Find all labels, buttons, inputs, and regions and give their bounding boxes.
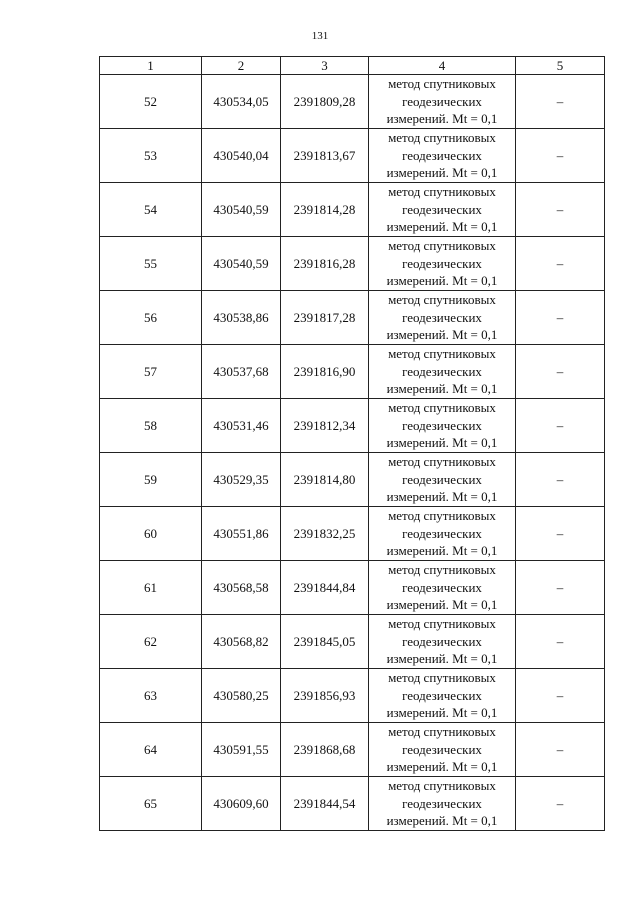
point-number-cell: 59 <box>100 453 202 507</box>
method-text-line: измерений. Mt = 0,1 <box>386 597 498 613</box>
coordinate-y-cell: 2391832,25 <box>281 507 369 561</box>
coordinate-y-cell: 2391868,68 <box>281 723 369 777</box>
note-cell: – <box>516 291 605 345</box>
coordinate-x-cell: 430540,59 <box>202 183 281 237</box>
method-cell <box>369 615 516 669</box>
method-text-line: геодезических <box>402 525 482 541</box>
table-row <box>100 129 605 183</box>
method-cell <box>369 453 516 507</box>
coordinate-y-cell: 2391816,90 <box>281 345 369 399</box>
point-number-cell: 63 <box>100 669 202 723</box>
method-text-line: геодезических <box>402 309 482 325</box>
column-header-5: 5 <box>516 57 605 75</box>
method-text-line: метод спутниковых <box>388 562 496 578</box>
coordinate-y-cell: 2391809,28 <box>281 75 369 129</box>
coordinate-y-cell: 2391814,28 <box>281 183 369 237</box>
point-number-cell: 62 <box>100 615 202 669</box>
method-text-line: метод спутниковых <box>388 130 496 146</box>
note-cell: – <box>516 237 605 291</box>
method-text-line: измерений. Mt = 0,1 <box>386 435 498 451</box>
point-number-cell: 55 <box>100 237 202 291</box>
coordinate-x-cell: 430534,05 <box>202 75 281 129</box>
note-cell: – <box>516 561 605 615</box>
coordinate-x-cell: 430551,86 <box>202 507 281 561</box>
table-row <box>100 561 605 615</box>
method-text-line: геодезических <box>402 147 482 163</box>
point-number-cell: 60 <box>100 507 202 561</box>
note-cell: – <box>516 75 605 129</box>
point-number-cell: 65 <box>100 777 202 831</box>
point-number-cell: 58 <box>100 399 202 453</box>
method-text-line: измерений. Mt = 0,1 <box>386 381 498 397</box>
point-number-cell: 57 <box>100 345 202 399</box>
note-cell: – <box>516 129 605 183</box>
note-cell: – <box>516 669 605 723</box>
note-cell: – <box>516 345 605 399</box>
column-header-3: 3 <box>281 57 369 75</box>
method-text-line: метод спутниковых <box>388 778 496 794</box>
point-number-cell: 56 <box>100 291 202 345</box>
method-text-line: геодезических <box>402 471 482 487</box>
method-text-line: метод спутниковых <box>388 238 496 254</box>
method-cell <box>369 399 516 453</box>
column-header-1: 1 <box>100 57 202 75</box>
method-text-line: геодезических <box>402 633 482 649</box>
method-text-line: измерений. Mt = 0,1 <box>386 165 498 181</box>
coordinate-y-cell: 2391816,28 <box>281 237 369 291</box>
method-cell <box>369 75 516 129</box>
point-number-cell: 52 <box>100 75 202 129</box>
method-text-line: измерений. Mt = 0,1 <box>386 813 498 829</box>
coordinate-y-cell: 2391814,80 <box>281 453 369 507</box>
method-text-line: измерений. Mt = 0,1 <box>386 705 498 721</box>
method-text-line: метод спутниковых <box>388 616 496 632</box>
method-cell <box>369 237 516 291</box>
coordinate-x-cell: 430568,58 <box>202 561 281 615</box>
method-text-line: геодезических <box>402 201 482 217</box>
coordinate-x-cell: 430591,55 <box>202 723 281 777</box>
table-row <box>100 291 605 345</box>
table-row <box>100 183 605 237</box>
method-cell <box>369 345 516 399</box>
method-text-line: геодезических <box>402 795 482 811</box>
method-text-line: геодезических <box>402 363 482 379</box>
coordinate-x-cell: 430531,46 <box>202 399 281 453</box>
method-cell <box>369 507 516 561</box>
coordinate-y-cell: 2391817,28 <box>281 291 369 345</box>
method-cell <box>369 291 516 345</box>
coordinate-x-cell: 430529,35 <box>202 453 281 507</box>
method-text-line: метод спутниковых <box>388 508 496 524</box>
column-header-4: 4 <box>369 57 516 75</box>
method-text-line: геодезических <box>402 417 482 433</box>
coordinate-x-cell: 430540,04 <box>202 129 281 183</box>
coordinate-y-cell: 2391812,34 <box>281 399 369 453</box>
method-text-line: геодезических <box>402 255 482 271</box>
note-cell: – <box>516 777 605 831</box>
coordinate-y-cell: 2391845,05 <box>281 615 369 669</box>
method-cell <box>369 561 516 615</box>
method-text-line: метод спутниковых <box>388 454 496 470</box>
method-cell <box>369 183 516 237</box>
coordinate-x-cell: 430580,25 <box>202 669 281 723</box>
coordinate-x-cell: 430537,68 <box>202 345 281 399</box>
note-cell: – <box>516 453 605 507</box>
method-text-line: геодезических <box>402 93 482 109</box>
method-text-line: измерений. Mt = 0,1 <box>386 111 498 127</box>
method-text-line: измерений. Mt = 0,1 <box>386 273 498 289</box>
method-text-line: измерений. Mt = 0,1 <box>386 651 498 667</box>
table-header <box>100 57 605 75</box>
method-text-line: геодезических <box>402 741 482 757</box>
table-row <box>100 75 605 129</box>
note-cell: – <box>516 399 605 453</box>
coordinate-y-cell: 2391813,67 <box>281 129 369 183</box>
table-row <box>100 453 605 507</box>
coordinate-x-cell: 430540,59 <box>202 237 281 291</box>
method-text-line: метод спутниковых <box>388 292 496 308</box>
point-number-cell: 54 <box>100 183 202 237</box>
table-row <box>100 723 605 777</box>
method-text-line: измерений. Mt = 0,1 <box>386 489 498 505</box>
table-row <box>100 777 605 831</box>
column-header-2: 2 <box>202 57 281 75</box>
coordinates-table <box>99 56 605 831</box>
table-row <box>100 507 605 561</box>
note-cell: – <box>516 507 605 561</box>
note-cell: – <box>516 723 605 777</box>
note-cell: – <box>516 183 605 237</box>
method-text-line: метод спутниковых <box>388 346 496 362</box>
point-number-cell: 61 <box>100 561 202 615</box>
method-text-line: метод спутниковых <box>388 184 496 200</box>
point-number-cell: 53 <box>100 129 202 183</box>
table-row <box>100 399 605 453</box>
table-row <box>100 615 605 669</box>
table-body <box>100 75 605 831</box>
note-cell: – <box>516 615 605 669</box>
method-cell <box>369 669 516 723</box>
coordinate-x-cell: 430538,86 <box>202 291 281 345</box>
method-text-line: метод спутниковых <box>388 670 496 686</box>
method-text-line: измерений. Mt = 0,1 <box>386 543 498 559</box>
table-row <box>100 345 605 399</box>
coordinate-y-cell: 2391844,54 <box>281 777 369 831</box>
method-cell <box>369 777 516 831</box>
point-number-cell: 64 <box>100 723 202 777</box>
page-number: 131 <box>311 30 329 42</box>
table-header-row <box>100 57 605 75</box>
method-text-line: геодезических <box>402 687 482 703</box>
method-text-line: измерений. Mt = 0,1 <box>386 327 498 343</box>
method-text-line: геодезических <box>402 579 482 595</box>
method-cell <box>369 129 516 183</box>
method-text-line: измерений. Mt = 0,1 <box>386 759 498 775</box>
coordinate-y-cell: 2391856,93 <box>281 669 369 723</box>
method-text-line: измерений. Mt = 0,1 <box>386 219 498 235</box>
method-text-line: метод спутниковых <box>388 400 496 416</box>
method-text-line: метод спутниковых <box>388 76 496 92</box>
table-row <box>100 237 605 291</box>
coordinate-x-cell: 430609,60 <box>202 777 281 831</box>
coordinate-y-cell: 2391844,84 <box>281 561 369 615</box>
method-cell <box>369 723 516 777</box>
method-text-line: метод спутниковых <box>388 724 496 740</box>
table-row <box>100 669 605 723</box>
coordinate-x-cell: 430568,82 <box>202 615 281 669</box>
